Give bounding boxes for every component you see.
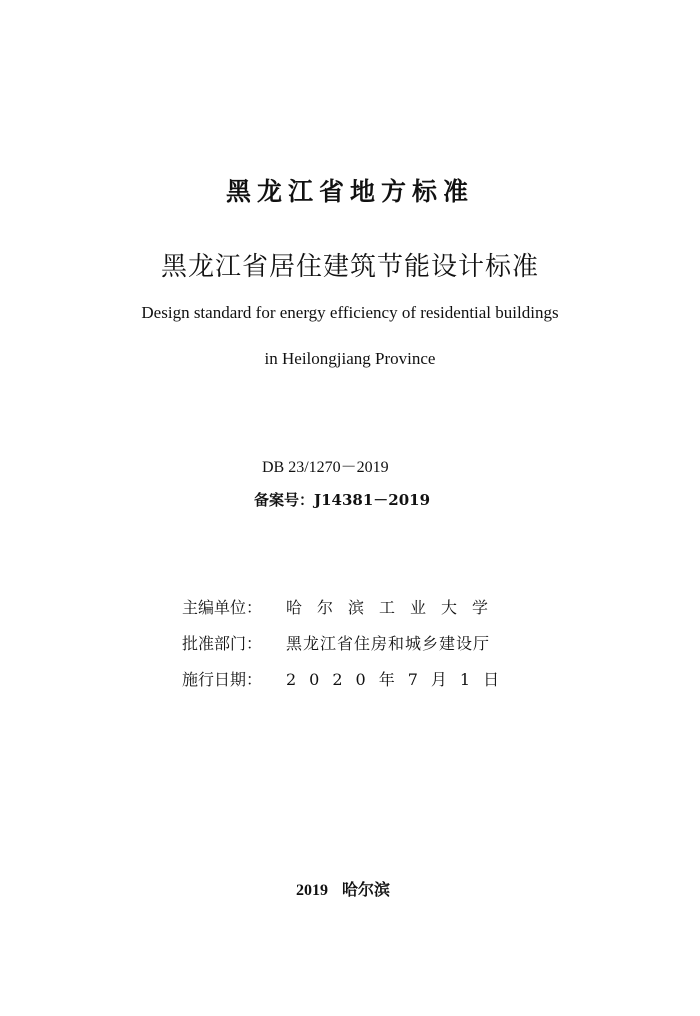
english-title-line-2: in Heilongjiang Province (264, 349, 436, 368)
approval-department-value: 黑龙江省住房和城乡建设厅 (286, 634, 491, 653)
effective-date-label: 施行日期： (182, 670, 263, 689)
standard-code: DB 23/1270－2019 (262, 459, 389, 476)
record-number: 备案号：J14381－2019 (254, 491, 431, 509)
effective-date-value: 2020年7月1日 (286, 670, 513, 689)
approval-department-label: 批准部门： (182, 634, 263, 653)
publication-footer (296, 877, 390, 900)
editor-unit-label: 主编单位： (182, 598, 263, 617)
publication-city: 哈尔滨 (342, 880, 391, 899)
chinese-title: 黑龙江省居住建筑节能设计标准 (160, 252, 539, 282)
editor-unit-value: 哈尔滨工业大学 (286, 598, 504, 617)
publication-year: 2019 (296, 882, 328, 899)
standard-category: 黑龙江省地方标准 (225, 177, 474, 206)
english-title-line-1: Design standard for energy efficiency of residential buildings (141, 303, 559, 322)
